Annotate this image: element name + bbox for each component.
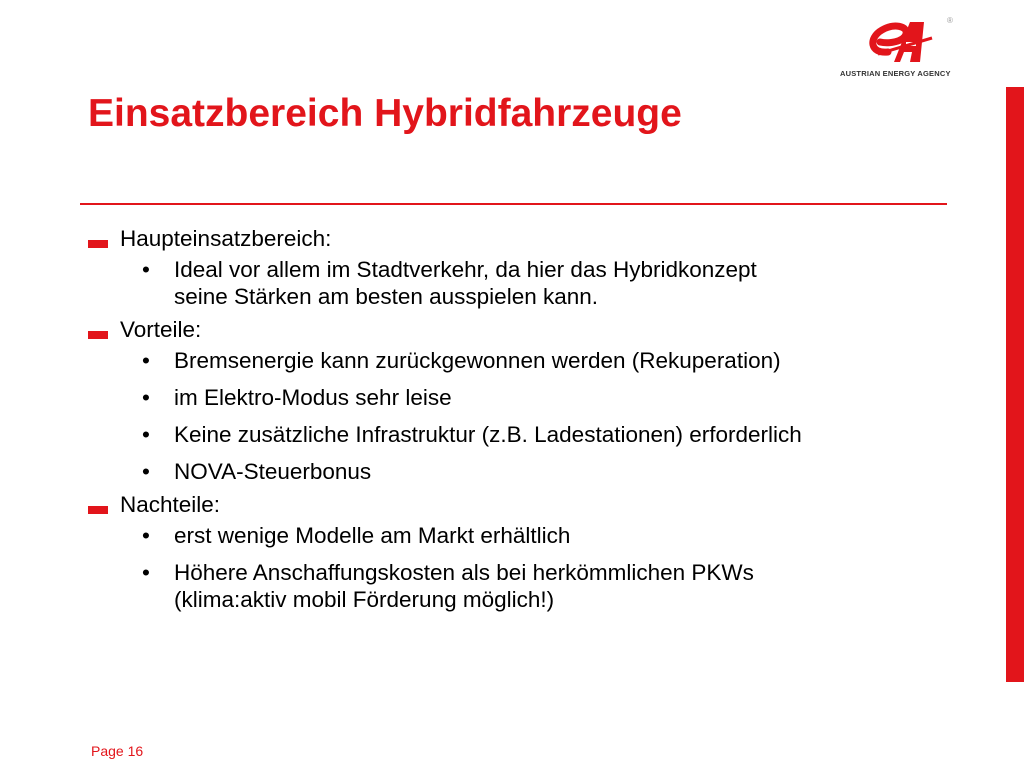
logo: [840, 14, 960, 80]
page-number: Page 16: [91, 743, 144, 759]
title-divider: [80, 203, 947, 205]
bullet-dot-icon: •: [142, 422, 150, 447]
bullet-dot-icon: •: [142, 560, 150, 585]
list-item-text: Ideal vor allem im Stadtverkehr, da hier das Hybridkonzept seine Stärken am besten ausspielen kann.: [174, 257, 757, 309]
bullet-dot-icon: •: [142, 385, 150, 410]
logo-text: AUSTRIAN ENERGY AGENCY: [840, 69, 951, 78]
energy-agency-logo-icon: [858, 14, 938, 66]
bullet-dot-icon: •: [142, 348, 150, 373]
list-item-text: Bremsenergie kann zurückgewonnen werden (Rekuperation): [174, 348, 781, 373]
bullet-list: [86, 225, 986, 613]
right-accent-bar: [1006, 87, 1024, 682]
red-square-bullet-icon: [88, 506, 108, 514]
list-item-text: NOVA-Steuerbonus: [174, 459, 372, 484]
section-heading: [86, 225, 986, 252]
list-item-text: Keine zusätzliche Infrastruktur (z.B. Ladestationen) erforderlich: [174, 422, 802, 447]
section-heading: [86, 491, 986, 518]
bullet-dot-icon: •: [142, 459, 150, 484]
section-heading-text: Haupteinsatzbereich:: [120, 226, 332, 251]
registered-mark: ®: [947, 16, 953, 25]
list-item: [86, 256, 986, 310]
list-item: [86, 421, 986, 448]
bullet-dot-icon: •: [142, 523, 150, 548]
list-item: [86, 458, 986, 485]
list-item: [86, 384, 986, 411]
list-item: [86, 347, 986, 374]
list-item: [86, 559, 986, 613]
list-item-text: erst wenige Modelle am Markt erhältlich: [174, 523, 571, 548]
red-square-bullet-icon: [88, 240, 108, 248]
red-square-bullet-icon: [88, 331, 108, 339]
section-heading-text: Nachteile:: [120, 492, 221, 517]
bullet-dot-icon: •: [142, 257, 150, 282]
section-heading: [86, 316, 986, 343]
slide-title: Einsatzbereich Hybridfahrzeuge: [88, 92, 682, 135]
list-item: [86, 522, 986, 549]
section-heading-text: Vorteile:: [120, 317, 202, 342]
list-item-text: Höhere Anschaffungskosten als bei herkömmlichen PKWs (klima:aktiv mobil Förderung möglich!): [174, 560, 754, 612]
list-item-text: im Elektro-Modus sehr leise: [174, 385, 452, 410]
